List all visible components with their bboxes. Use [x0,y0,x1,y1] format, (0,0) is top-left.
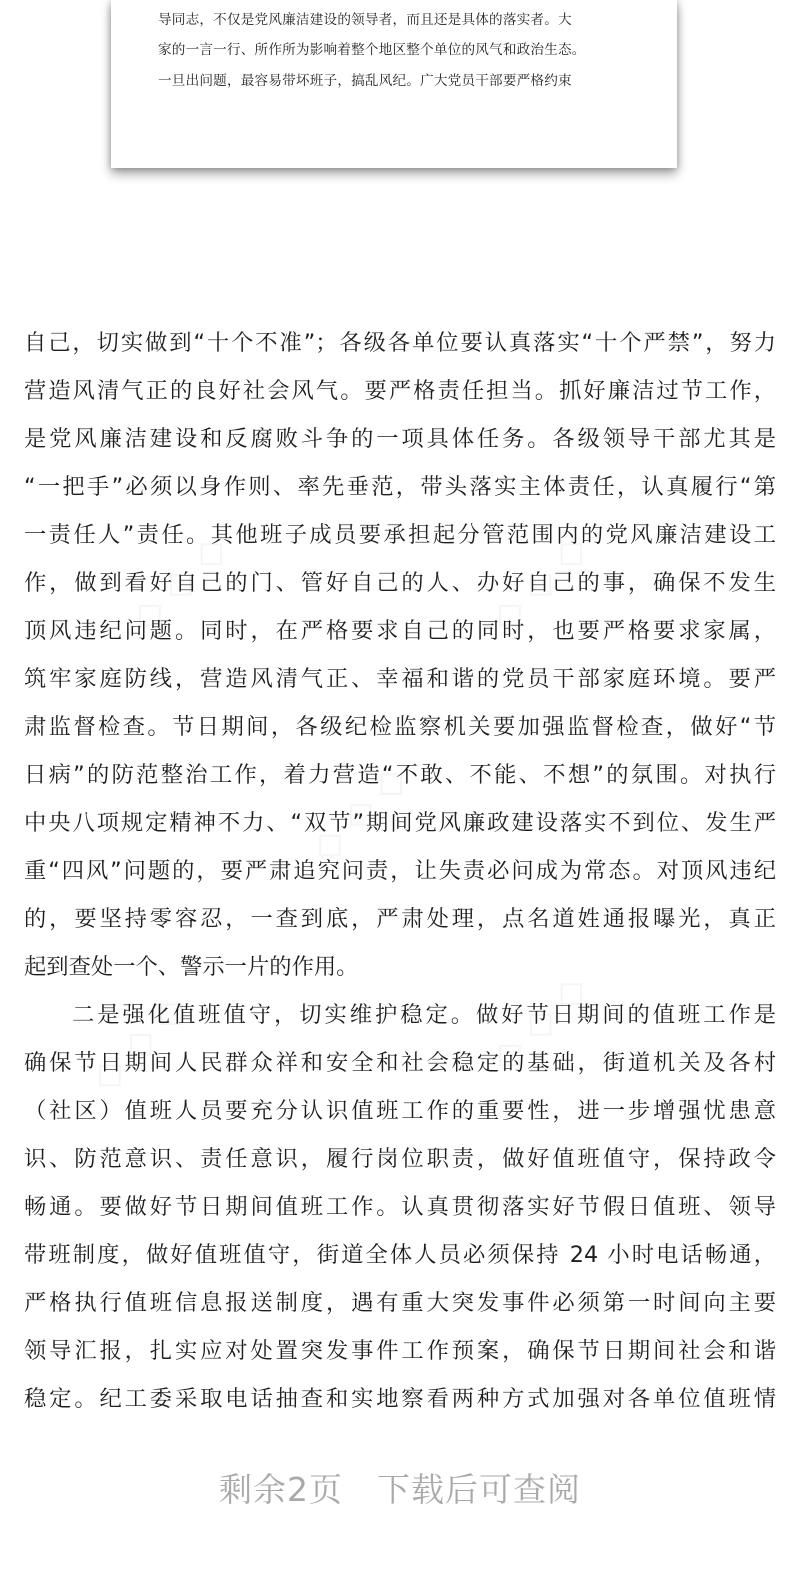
body-line: 筑牢家庭防线，营造风清气正、幸福和谐的党员干部家庭环境。要严 [24,666,776,692]
body-line: （社区）值班人员要充分认识值班工作的重要性，进一步增强忧患意 [24,1098,776,1124]
body-line: 中央八项规定精神不力、“双节”期间党风廉政建设落实不到位、发生严 [24,810,776,836]
body-line: 重“四风”问题的，要严肃追究问责，让失责必问成为常态。对顶风违纪 [24,858,776,884]
preview-line: 导同志，不仅是党风廉洁建设的领导者，而且还是具体的落实者。大 [158,12,572,28]
remaining-pages-label: 剩余2页 [219,1470,343,1509]
body-line: 一责任人”责任。其他班子成员要承担起分管范围内的党风廉洁建设工 [24,522,776,548]
body-line: 起到查处一个、警示一片的作用。 [24,954,359,980]
body-line: 的，要坚持零容忍，一查到底，严肃处理，点名道姓通报曝光，真正 [24,906,776,932]
preview-line: 家的一言一行、所作所为影响着整个地区整个单位的风气和政治生态。 [158,42,586,58]
body-line: 严格执行值班信息报送制度，遇有重大突发事件必须第一时间向主要 [24,1290,776,1316]
preview-card [111,0,677,168]
preview-line: 一旦出问题，最容易带坏班子，搞乱风纪。广大党员干部要严格约束 [158,73,572,89]
body-line: 营造风清气正的良好社会风气。要严格责任担当。抓好廉洁过节工作， [24,378,776,404]
body-line: 识、防范意识、责任意识，履行岗位职责，做好值班值守，保持政令 [24,1146,776,1172]
download-prompt[interactable] [0,1468,800,1512]
body-line: “一把手”必须以身作则、率先垂范，带头落实主体责任，认真履行“第 [24,474,776,500]
body-line: 二是强化值班值守，切实维护稳定。做好节日期间的值班工作是 [72,1002,776,1028]
body-line: 确保节日期间人民群众祥和安全和社会稳定的基础，街道机关及各村 [24,1050,776,1076]
body-line: 带班制度，做好值班值守，街道全体人员必须保持 24 小时电话畅通， [24,1242,776,1268]
body-line: 领导汇报，扎实应对处置突发事件工作预案，确保节日期间社会和谐 [24,1338,776,1364]
body-line: 是党风廉洁建设和反腐败斗争的一项具体任务。各级领导干部尤其是 [24,426,776,452]
body-line: 顶风违纪问题。同时，在严格要求自己的同时，也要严格要求家属， [24,618,776,644]
download-to-view-label[interactable]: 下载后可查阅 [377,1470,581,1509]
body-line: 肃监督检查。节日期间，各级纪检监察机关要加强监督检查，做好“节 [24,714,776,740]
body-line: 日病”的防范整治工作，着力营造“不敢、不能、不想”的氛围。对执行 [24,762,776,788]
body-line: 稳定。纪工委采取电话抽查和实地察看两种方式加强对各单位值班情 [24,1386,776,1412]
body-line: 畅通。要做好节日期间值班工作。认真贯彻落实好节假日值班、领导 [24,1194,776,1220]
body-line: 作，做到看好自己的门、管好自己的人、办好自己的事，确保不发生 [24,570,776,596]
body-line: 自己，切实做到“十个不准”；各级各单位要认真落实“十个严禁”，努力 [24,330,776,356]
